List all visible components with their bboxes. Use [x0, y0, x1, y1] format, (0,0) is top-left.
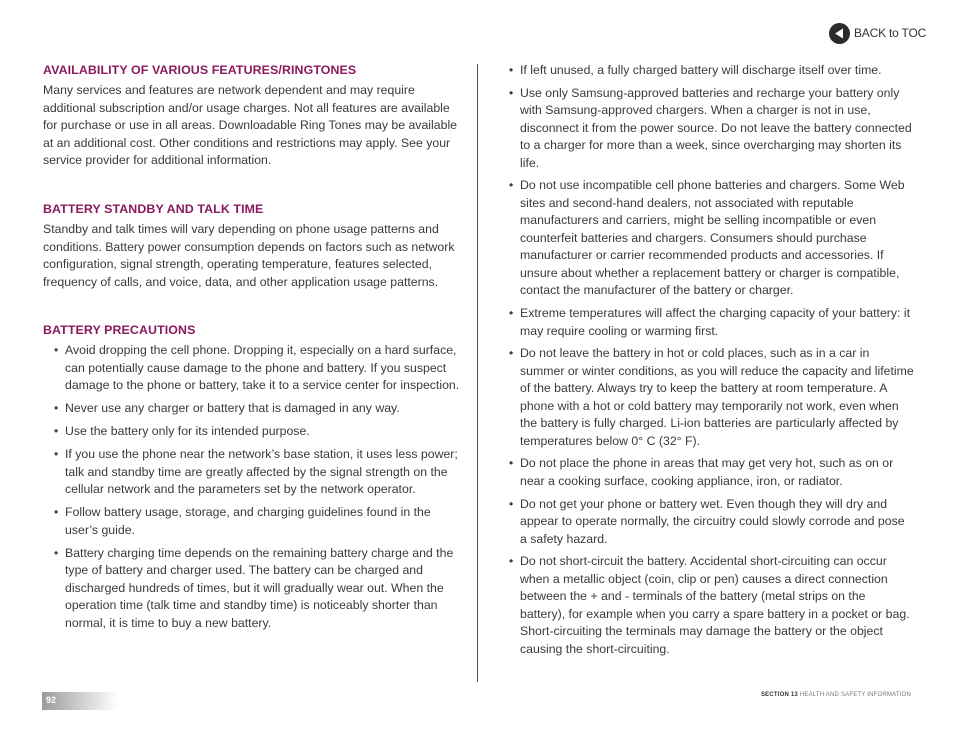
- bullet-icon: •: [54, 545, 59, 560]
- bullet-icon: •: [54, 424, 59, 439]
- footer-section-number: SECTION 13: [760, 692, 798, 698]
- bullet-icon: •: [509, 554, 514, 569]
- list-item: • Follow battery usage, storage, and charging guidelines found in the user’s guide.: [54, 505, 431, 537]
- bullet-icon: •: [509, 456, 514, 471]
- back-arrow-icon: [829, 23, 850, 44]
- list-item: • Extreme temperatures will affect the charging capacity of your battery: it may require cooling or warming first.: [509, 306, 911, 338]
- bullet-icon: •: [54, 447, 59, 462]
- bullet-icon: •: [509, 496, 514, 511]
- column-divider: [477, 64, 478, 682]
- standby-heading: BATTERY STANDBY AND TALK TIME: [43, 201, 264, 216]
- bullet-icon: •: [54, 401, 59, 416]
- footer-section-label: [700, 692, 911, 698]
- back-to-toc-link[interactable]: [829, 21, 926, 45]
- list-item: • Do not place the phone in areas that may get very hot, such as on or near a cooking surface, cooking appliance, iron, or radiator.: [509, 456, 894, 488]
- page-number: 92: [46, 695, 57, 705]
- back-to-toc-label: BACK to TOC: [854, 26, 927, 40]
- features-heading: AVAILABILITY OF VARIOUS FEATURES/RINGTONES: [43, 63, 357, 77]
- bullet-icon: •: [509, 178, 514, 193]
- footer-section-title: HEALTH AND SAFETY INFORMATION: [799, 692, 911, 698]
- list-item: • Do not short-circuit the battery. Accidental short-circuiting can occur when a metallic object (coin, clip or pen) causes a direct connection between the + and - terminals of the battery (metal strips on the battery), for example when you carry a spare battery in a pocket or bag. Short-circuiting the terminals may damage the battery or the object causing the short-circuiting.: [509, 554, 910, 656]
- page-number-badge: [42, 692, 118, 710]
- bullet-icon: •: [509, 85, 514, 100]
- standby-section: [43, 201, 461, 291]
- features-section: [43, 62, 461, 170]
- list-item: • If left unused, a fully charged battery will discharge itself over time.: [509, 62, 914, 80]
- features-text: Many services and features are network dependent and may require additional subscription and/or usage charges. Not all features are available for purchase or use in all areas. Downloadable Ring Tones may be available at an additional cost. Other conditions and restrictions may apply. See your service provider for additional information.: [43, 83, 458, 168]
- list-item: • If you use the phone near the network’s base station, it uses less power; talk and standby time are greatly affected by the signal strength on the cellular network and the parameters set by the network operator.: [54, 447, 458, 497]
- precautions-list-continued: [509, 62, 914, 658]
- list-item: • Do not leave the battery in hot or cold places, such as in a car in summer or winter conditions, as you will reduce the capacity and lifetime of the battery. Always try to keep the battery at room temperature. A phone with a hot or cold battery may temporarily not work, even when the battery is fully charged. Li-ion batteries are particularly affected by temperatures below 0° C (32° F).: [509, 346, 914, 448]
- list-item: • Use only Samsung-approved batteries and recharge your battery only with Samsung-approved chargers. When a charger is not in use, disconnect it from the power source. Do not leave the battery connected to a charger for more than a week, since overcharging may shorten its life.: [509, 85, 912, 170]
- bullet-icon: •: [54, 343, 59, 358]
- bullet-icon: •: [509, 63, 514, 77]
- bullet-icon: •: [509, 306, 514, 321]
- list-item: • Use the battery only for its intended purpose.: [54, 423, 461, 441]
- precautions-section: [43, 322, 461, 632]
- standby-text: Standby and talk times will vary depending on phone usage patterns and conditions. Battery power consumption depends on factors such as network configuration, signal strength, operating temperature, features selected, frequency of calls, and voice, data, and other application usage patterns.: [43, 221, 455, 289]
- right-column: [509, 62, 914, 664]
- left-column: [43, 62, 461, 638]
- list-item: • Never use any charger or battery that is damaged in any way.: [54, 400, 461, 418]
- precautions-heading: BATTERY PRECAUTIONS: [43, 323, 196, 338]
- bullet-icon: •: [54, 505, 59, 520]
- list-item: • Do not get your phone or battery wet. Even though they will dry and appear to operate normally, the circuitry could slowly corrode and pose a safety hazard.: [509, 496, 905, 546]
- bullet-icon: •: [509, 346, 514, 361]
- list-item: • Do not use incompatible cell phone batteries and chargers. Some Web sites and second-hand dealers, not associated with reputable manufacturers and carriers, might be selling incompatible or even counterfeit batteries and chargers. Consumers should purchase manufacturer or carrier recommended products and accessories. If unsure about whether a replacement battery or charger is compatible, contact the manufacturer of the battery or charger.: [509, 178, 905, 298]
- precautions-list: [54, 342, 461, 632]
- list-item: • Avoid dropping the cell phone. Dropping it, especially on a hard surface, can potentially cause damage to the phone and battery. If you suspect damage to the phone or battery, take it to a service center for inspection.: [54, 343, 460, 393]
- list-item: • Battery charging time depends on the remaining battery charge and the type of battery and charger used. The battery can be charged and discharged hundreds of times, but it will gradually wear out. When the operation time (talk time and standby time) is noticeably shorter than normal, it is time to buy a new battery.: [54, 545, 454, 630]
